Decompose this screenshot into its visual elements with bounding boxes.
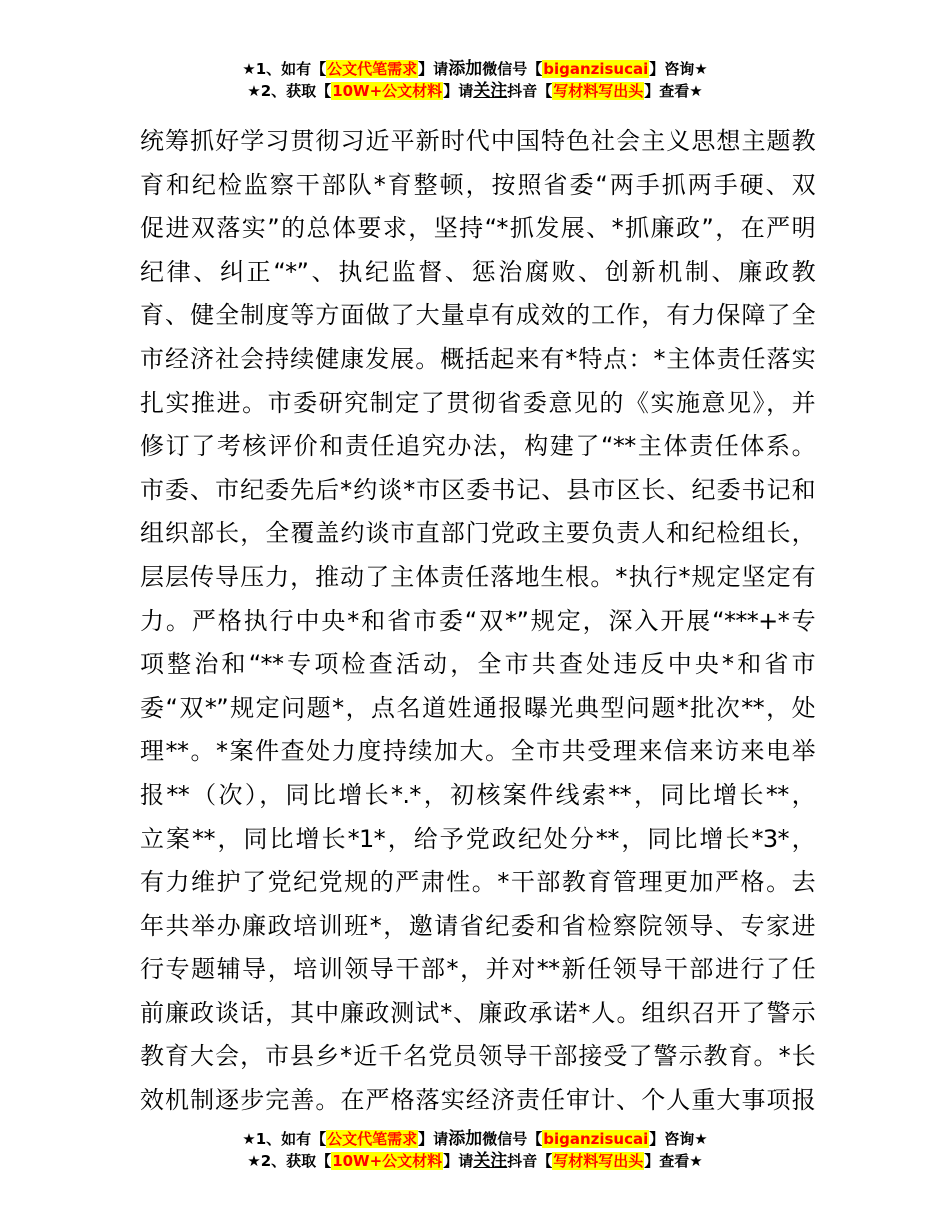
body-line: 效机制逐步完善。在严格落实经济责任审计、个人重大事项报	[140, 1086, 815, 1115]
footer-line-1-highlight-service: 公文代笔需求	[327, 1130, 418, 1148]
body-line: 市经济社会持续健康发展。概括起来有*特点：*主体责任落实	[140, 344, 815, 373]
banner-line-1	[0, 58, 950, 80]
header-banner	[0, 58, 950, 102]
banner-line-1-mid2: 微信号【	[482, 60, 543, 78]
body-line: 立案**，同比增长*1*，给予党政纪处分**，同比增长*3*，	[140, 824, 815, 853]
footer-line-1-prefix: ★1、如有【	[242, 1130, 327, 1148]
footer-line-2-suffix: 】查看★	[644, 1152, 703, 1170]
body-line: 项整治和“**专项检查活动，全市共查处违反中央*和省市	[140, 650, 815, 679]
banner-line-2-prefix: ★2、获取【	[247, 82, 332, 100]
footer-line-1-mid: 】请	[418, 1130, 449, 1148]
document-body	[140, 120, 815, 1123]
body-line: 组织部长，全覆盖约谈市直部门党政主要负责人和纪检组长，	[140, 519, 815, 548]
body-line: 行专题辅导，培训领导干部*，并对**新任领导干部进行了任	[140, 955, 815, 984]
footer-line-1-highlight-wechat: biganzisucai	[543, 1130, 649, 1148]
banner-line-1-prefix: ★1、如有【	[242, 60, 327, 78]
body-line: 扎实推进。市委研究制定了贯彻省委意见的《实施意见》，并	[140, 388, 815, 417]
body-line: 促进双落实”的总体要求，坚持“*抓发展、*抓廉政”，在严明	[140, 214, 815, 243]
banner-line-1-highlight-wechat: biganzisucai	[543, 60, 649, 78]
banner-line-1-emphasis: 添加	[448, 59, 483, 79]
banner-line-2	[0, 80, 950, 102]
banner-line-1-suffix: 】咨询★	[649, 60, 708, 78]
body-line: 育和纪检监察干部队*育整顿，按照省委“两手抓两手硬、双	[140, 170, 815, 199]
footer-line-2-mid: 】请	[443, 1152, 474, 1170]
footer-line-2	[0, 1150, 950, 1172]
footer-line-2-highlight-douyin: 写材料写出头	[553, 1152, 644, 1170]
body-line: 年共举办廉政培训班*，邀请省纪委和省检察院领导、专家进	[140, 911, 815, 940]
body-line: 统筹抓好学习贯彻习近平新时代中国特色社会主义思想主题教	[140, 127, 815, 155]
body-line: 委“双*”规定问题*，点名道姓通报曝光典型问题*批次**，处	[140, 693, 815, 722]
banner-line-1-mid: 】请	[418, 60, 449, 78]
banner-line-2-mid2: 抖音【	[507, 82, 553, 100]
body-line: 教育大会，市县乡*近千名党员领导干部接受了警示教育。*长	[140, 1042, 815, 1071]
footer-line-1-mid2: 微信号【	[482, 1130, 543, 1148]
banner-line-2-mid: 】请	[443, 82, 474, 100]
footer-line-2-emphasis: 关注	[473, 1151, 508, 1171]
banner-line-2-suffix: 】查看★	[644, 82, 703, 100]
body-line: 层层传导压力，推动了主体责任落地生根。*执行*规定坚定有	[140, 562, 815, 591]
body-line: 理**。*案件查处力度持续加大。全市共受理来信来访来电举	[140, 737, 815, 766]
body-line: 纪律、纠正“*”、执纪监督、惩治腐败、创新机制、廉政教	[140, 257, 815, 286]
body-line: 市委、市纪委先后*约谈*市区委书记、县市区长、纪委书记和	[140, 475, 815, 504]
body-line: 报**（次），同比增长*.*，初核案件线索**，同比增长**，	[140, 780, 815, 809]
body-line: 力。严格执行中央*和省市委“双*”规定，深入开展“***+*专	[140, 606, 815, 635]
footer-line-2-mid2: 抖音【	[507, 1152, 553, 1170]
body-line: 有力维护了党纪党规的严肃性。*干部教育管理更加严格。去	[140, 868, 815, 897]
footer-line-1-suffix: 】咨询★	[649, 1130, 708, 1148]
body-line: 前廉政谈话，其中廉政测试*、廉政承诺*人。组织召开了警示	[140, 998, 815, 1027]
footer-line-2-prefix: ★2、获取【	[247, 1152, 332, 1170]
footer-banner	[0, 1128, 950, 1172]
banner-line-1-highlight-service: 公文代笔需求	[327, 60, 418, 78]
banner-line-2-highlight-douyin: 写材料写出头	[553, 82, 644, 100]
footer-line-2-highlight-materials: 10W+公文材料	[332, 1152, 443, 1170]
banner-line-2-highlight-materials: 10W+公文材料	[332, 82, 443, 100]
banner-line-2-emphasis: 关注	[473, 81, 508, 101]
footer-line-1-emphasis: 添加	[448, 1129, 483, 1149]
body-line: 育、健全制度等方面做了大量卓有成效的工作，有力保障了全	[140, 301, 815, 330]
body-line: 修订了考核评价和责任追究办法，构建了“**主体责任体系。	[140, 432, 815, 461]
footer-line-1	[0, 1128, 950, 1150]
